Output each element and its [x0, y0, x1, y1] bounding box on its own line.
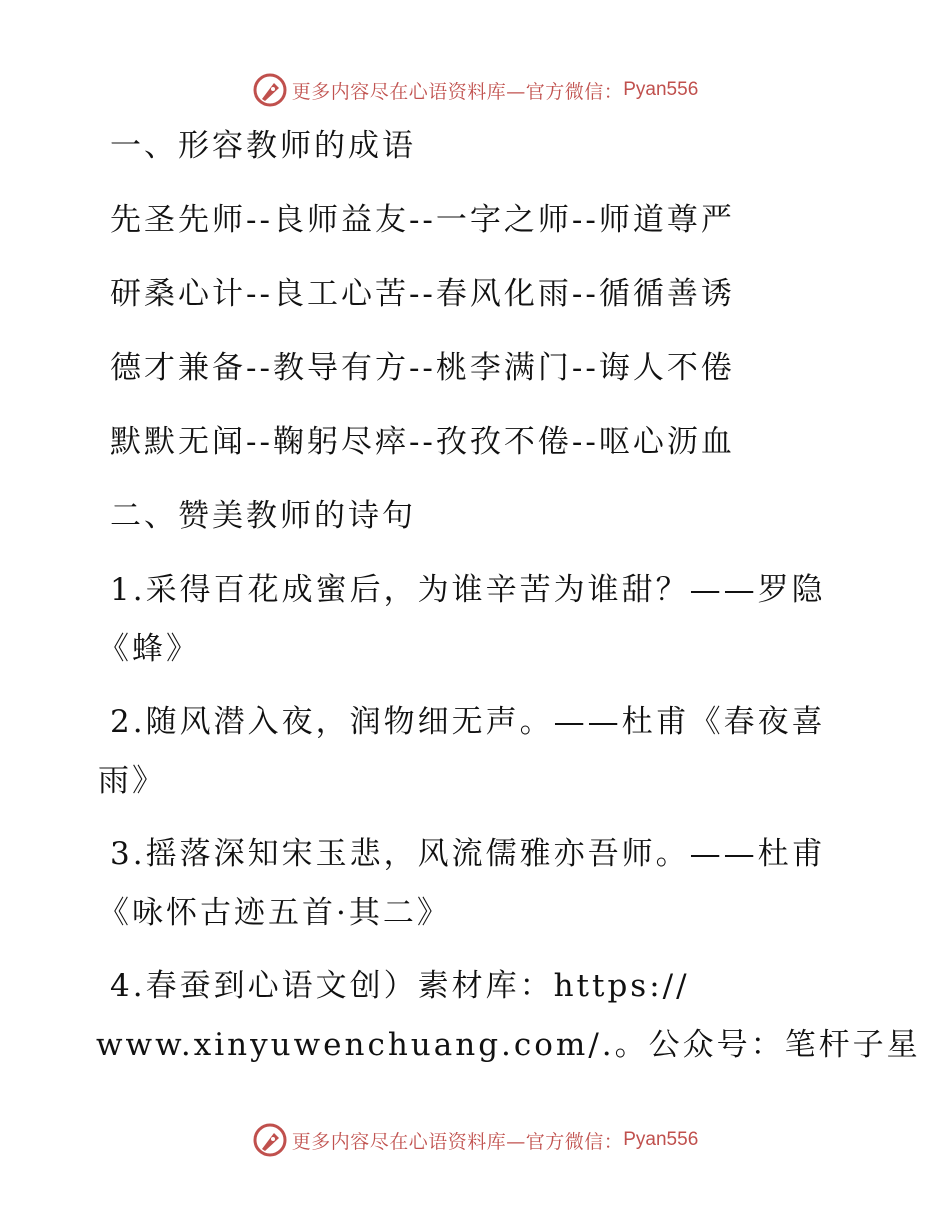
poem-line: 3.摇落深知宋玉悲，风流儒雅亦吾师。——杜甫	[110, 836, 826, 872]
idiom-line: 研桑心计--良工心苦--春风化雨--循循善诱	[110, 276, 735, 312]
header-banner	[0, 70, 950, 110]
footer-banner	[0, 1120, 950, 1160]
idiom-line: 默默无闻--鞠躬尽瘁--孜孜不倦--呕心沥血	[110, 424, 735, 460]
header-wechat-id: Pyan556	[623, 79, 699, 100]
poem-line: 2.随风潜入夜，润物细无声。——杜甫《春夜喜	[110, 704, 826, 740]
poem-line-continued: www.xinyuwenchuang.com/.。公众号：笔杆子星	[96, 1027, 921, 1063]
header-banner-text: 更多内容尽在心语资料库—官方微信：	[291, 80, 624, 103]
idiom-line: 先圣先师--良师益友--一字之师--师道尊严	[110, 202, 735, 238]
idiom-line: 德才兼备--教导有方--桃李满门--诲人不倦	[110, 350, 735, 386]
footer-wechat-id: Pyan556	[623, 1129, 699, 1150]
poem-line: 4.春蚕到心语文创）素材库：https://	[110, 968, 690, 1004]
poem-line-continued: 《咏怀古迹五首·其二》	[98, 895, 451, 931]
poem-line: 1.采得百花成蜜后，为谁辛苦为谁甜？——罗隐	[110, 572, 826, 608]
footer-banner-text: 更多内容尽在心语资料库—官方微信：	[291, 1130, 624, 1153]
section-title-poems: 二、赞美教师的诗句	[110, 498, 416, 534]
poem-line-continued: 《蜂》	[98, 631, 200, 667]
pen-nib-logo-icon	[252, 1122, 288, 1158]
section-title-idioms: 一、形容教师的成语	[110, 128, 416, 164]
pen-nib-logo-icon	[252, 72, 288, 108]
poem-line-continued: 雨》	[98, 763, 166, 799]
